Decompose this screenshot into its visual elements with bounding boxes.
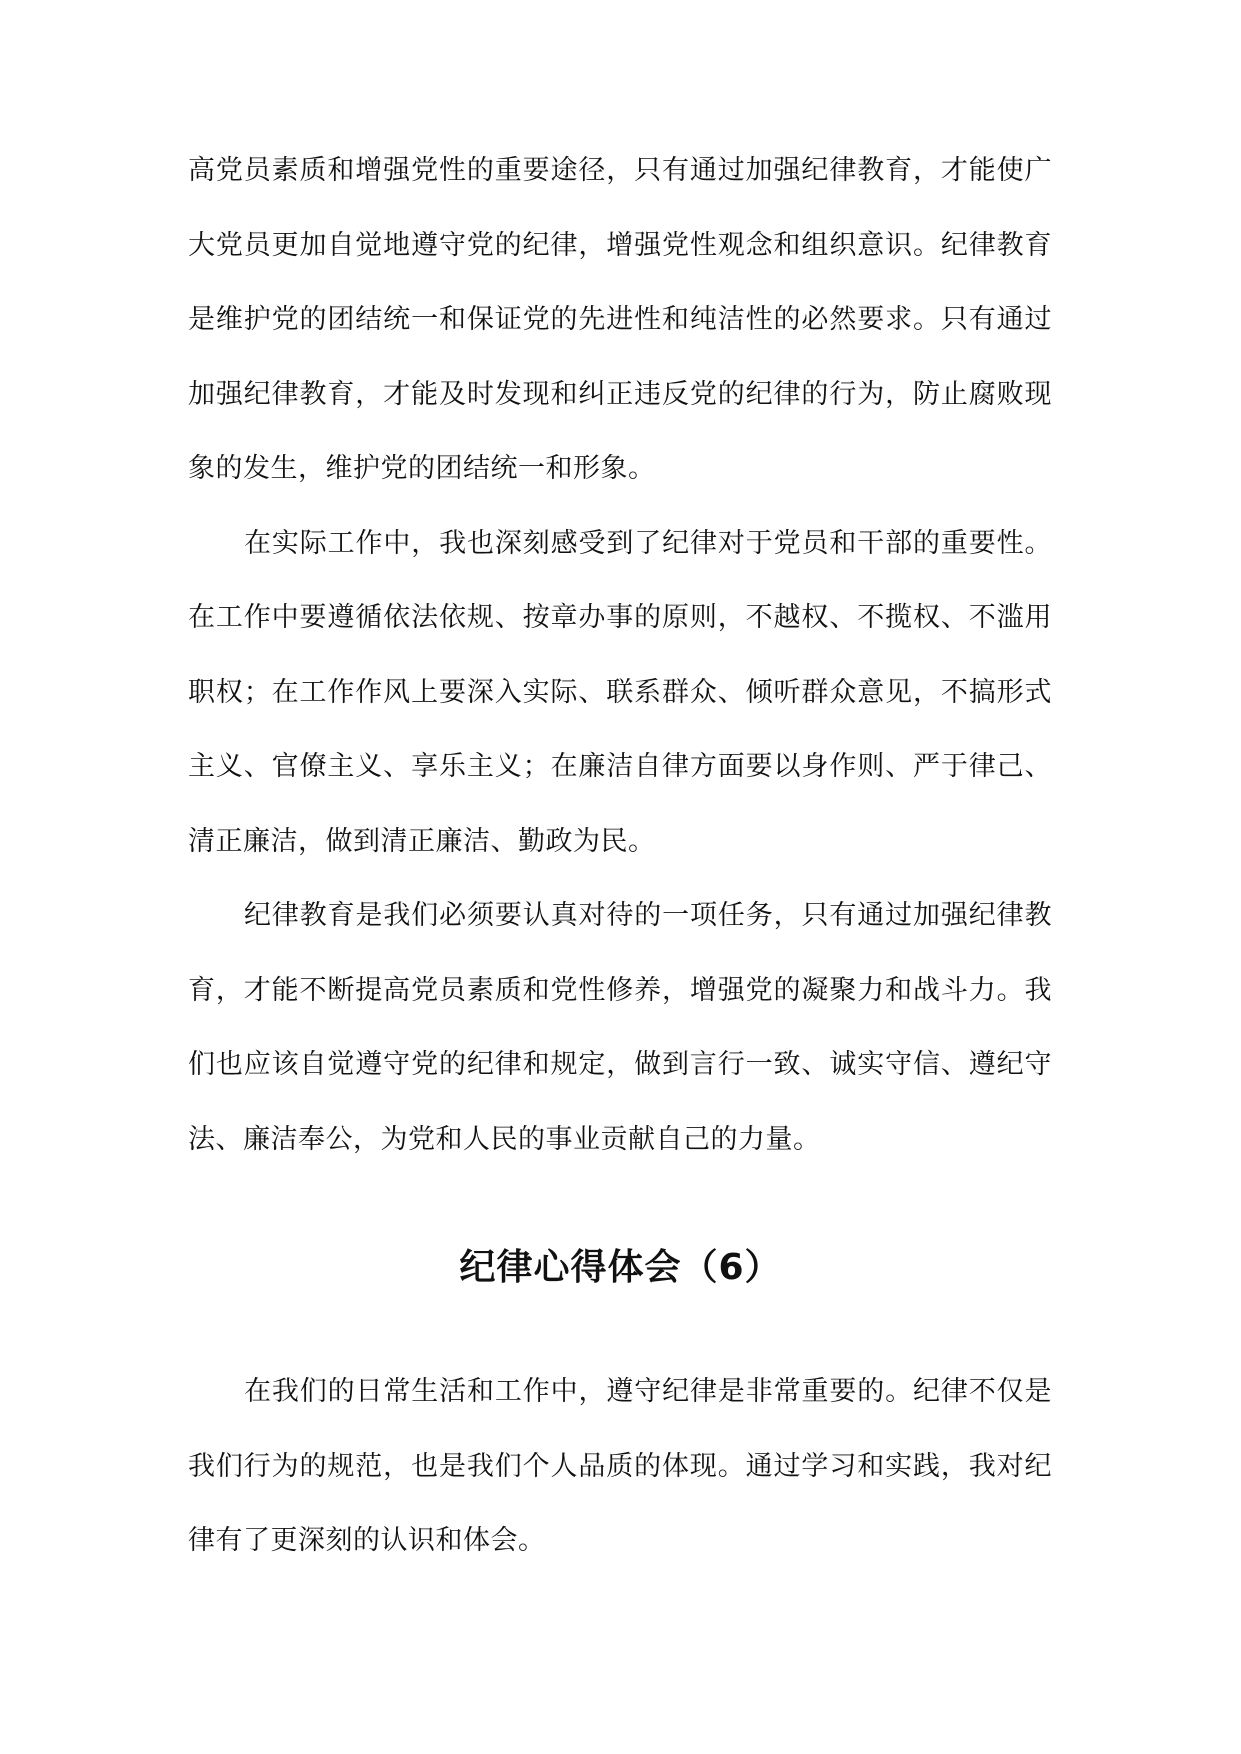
- section-heading: 纪律心得体会（6）: [459, 1247, 782, 1288]
- paragraph: 纪律教育是我们必须要认真对待的一项任务，只有通过加强纪律教育，才能不断提高党员素质和党性修养，增强党的凝聚力和战斗力。我们也应该自觉遵守党的纪律和规定，做到言行一致、诚实守信、遵纪守法、廉洁奉公，为党和人民的事业贡献自己的力量。: [188, 900, 1052, 1155]
- body-text-block-top: [188, 134, 1052, 1177]
- paragraph: 在实际工作中，我也深刻感受到了纪律对于党员和干部的重要性。在工作中要遵循依法依规、按章办事的原则，不越权、不揽权、不滥用职权；在工作作风上要深入实际、联系群众、倾听群众意见，不搞形式主义、官僚主义、享乐主义；在廉洁自律方面要以身作则、严于律己、清正廉洁，做到清正廉洁、勤政为民。: [188, 527, 1052, 857]
- paragraph: 在我们的日常生活和工作中，遵守纪律是非常重要的。纪律不仅是我们行为的规范，也是我们个人品质的体现。通过学习和实践，我对纪律有了更深刻的认识和体会。: [188, 1376, 1052, 1556]
- paragraph-continued: 高党员素质和增强党性的重要途径，只有通过加强纪律教育，才能使广大党员更加自觉地遵守党的纪律，增强党性观念和组织意识。纪律教育是维护党的团结统一和保证党的先进性和纯洁性的必然要求。只有通过加强纪律教育，才能及时发现和纠正违反党的纪律的行为，防止腐败现象的发生，维护党的团结统一和形象。: [188, 155, 1052, 484]
- body-text-block-bottom: [188, 1355, 1052, 1579]
